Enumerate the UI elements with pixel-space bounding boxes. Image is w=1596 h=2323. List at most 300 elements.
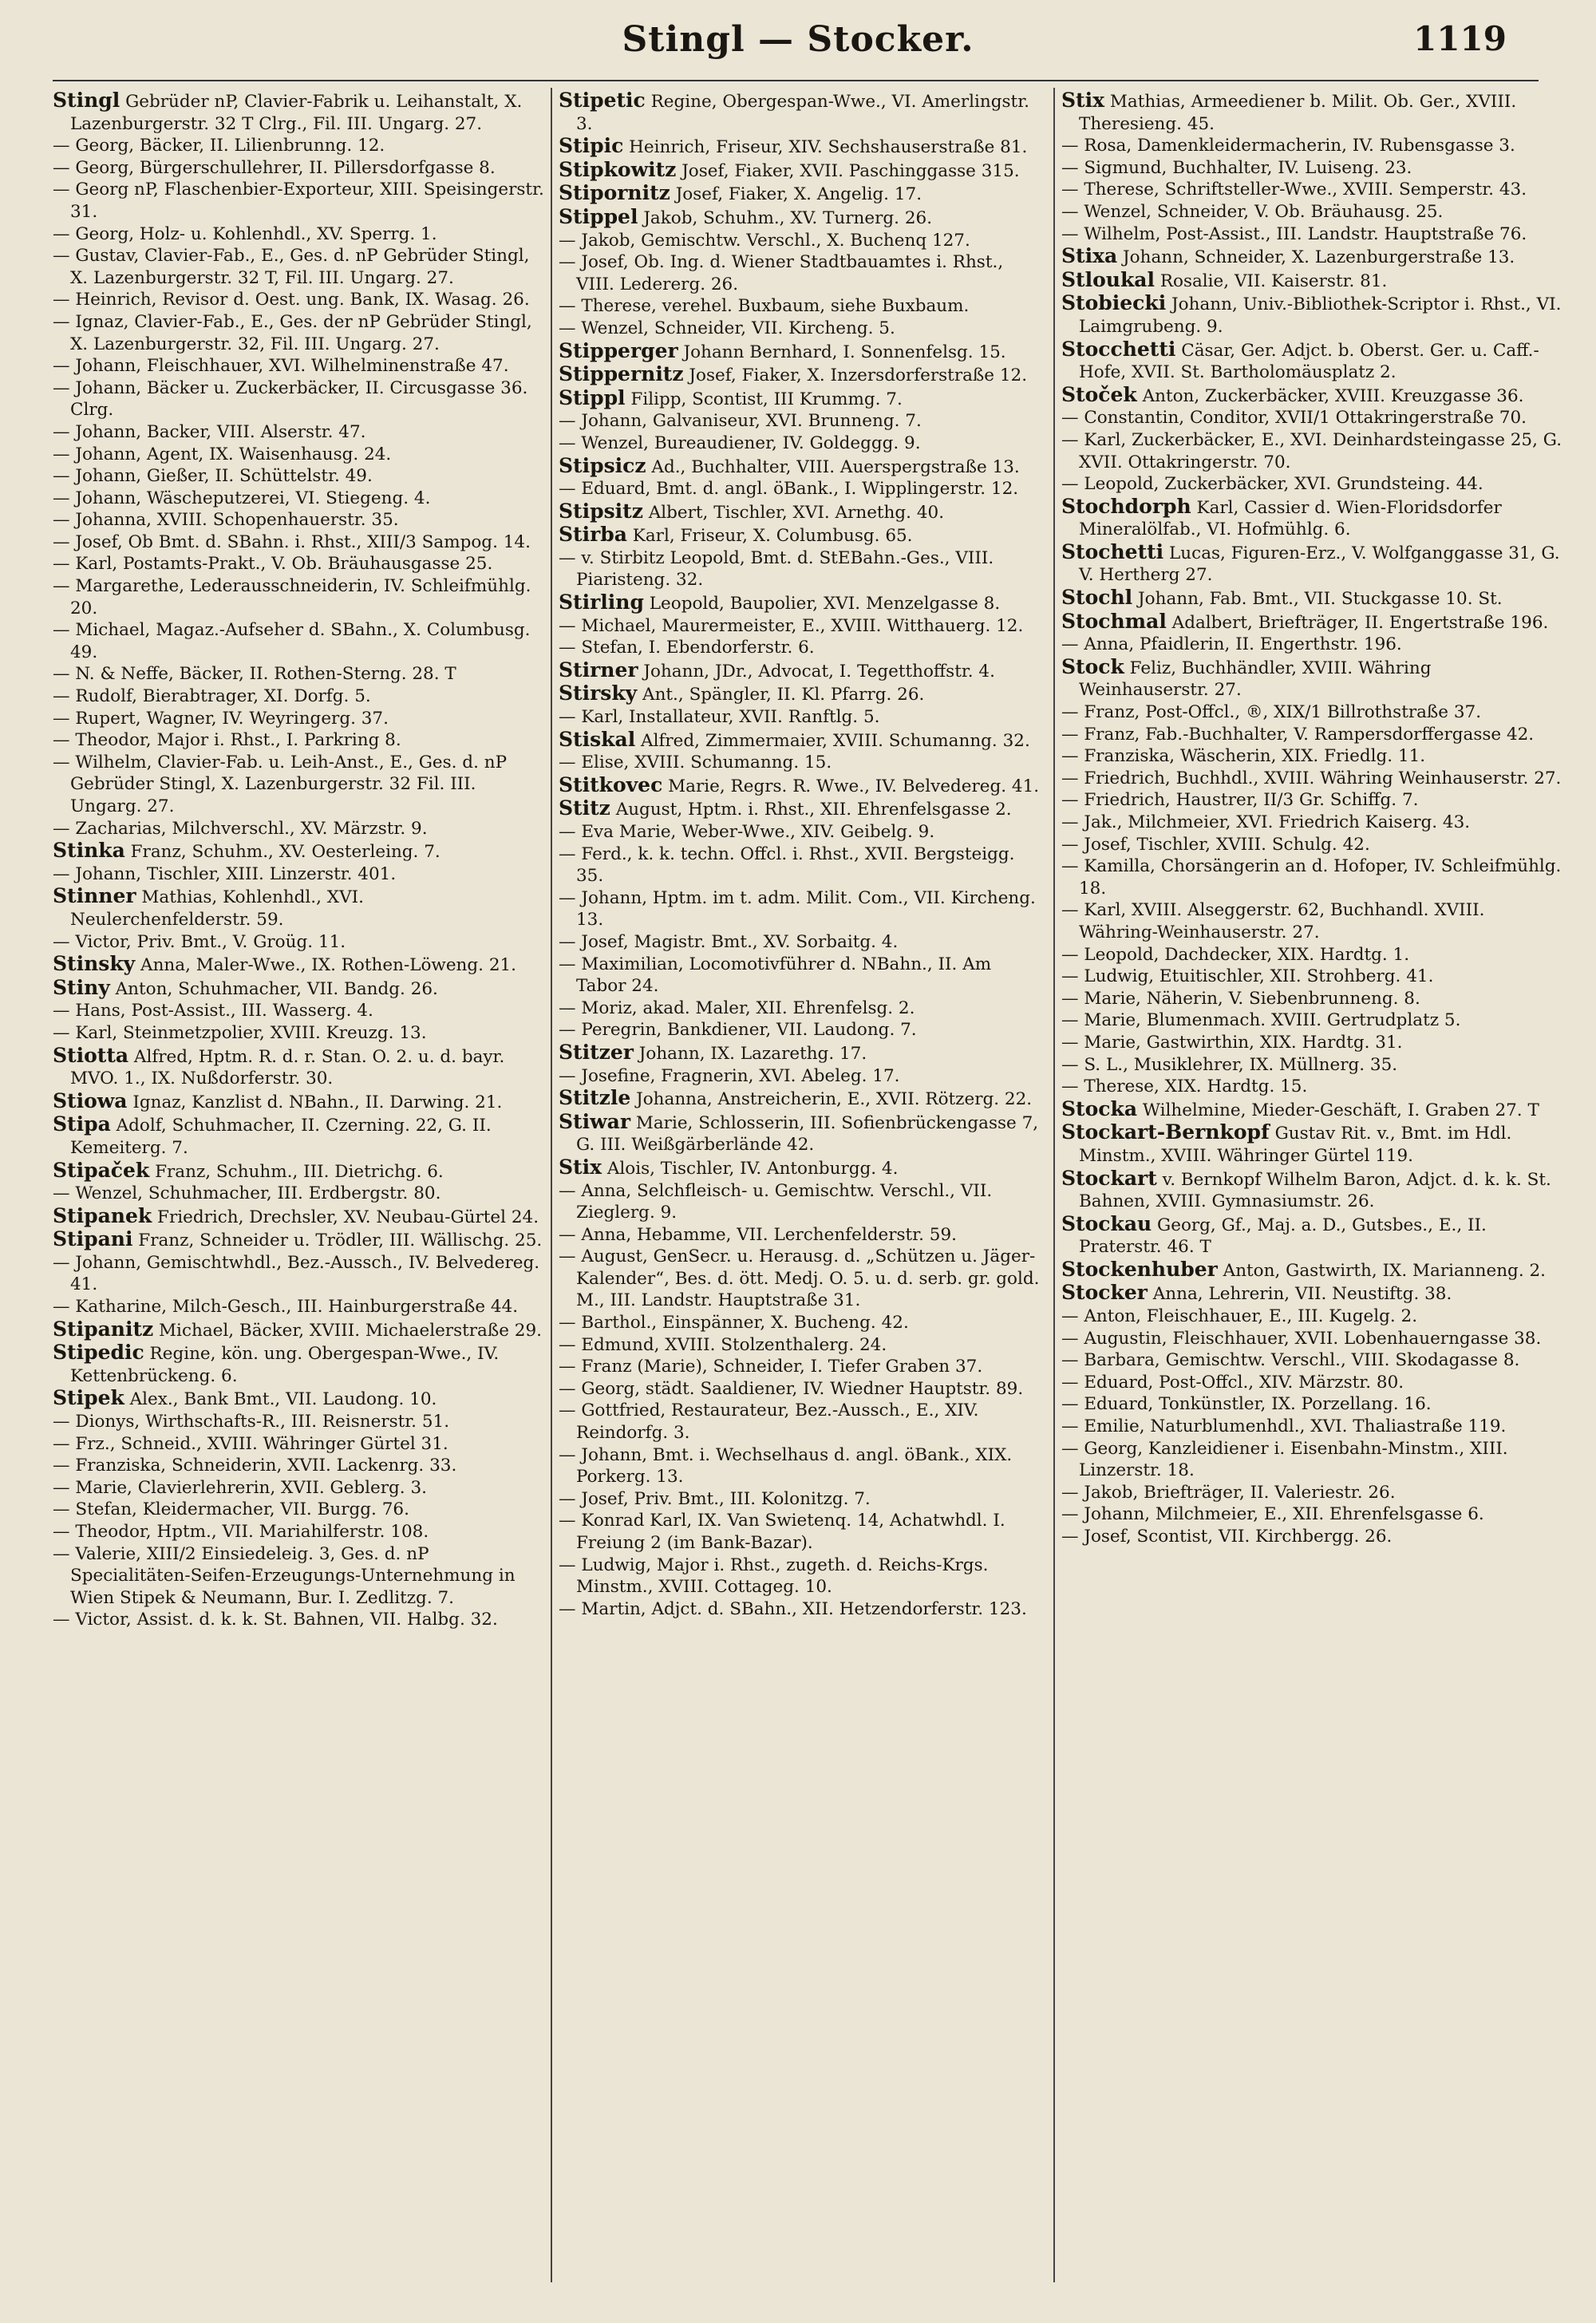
directory-entry <box>53 1183 544 1205</box>
entry-text: — Josef, Tischler, XVIII. Schulg. 42. <box>1061 834 1370 855</box>
entry-text: Lucas, Figuren-Erz., V. Wolfganggasse 31, G. V. Hertherg 27. <box>1079 543 1560 586</box>
entry-text: — Peregrin, Bankdiener, VII. Laudong. 7. <box>559 1020 917 1041</box>
directory-entry <box>53 1000 544 1022</box>
entry-text: — Hans, Post-Assist., III. Wasserg. 4. <box>53 1001 373 1021</box>
entry-text: — Franz, Post-Offcl., ®, XIX/1 Billrothstraße 37. <box>1061 702 1482 723</box>
entry-text: — Franz (Marie), Schneider, I. Tiefer Graben 37. <box>559 1357 983 1377</box>
directory-entry <box>559 1334 1045 1357</box>
entry-text: — Martin, Adjct. d. SBahn., XII. Hetzendorferstr. 123. <box>559 1598 1027 1619</box>
entry-text: Anton, Zuckerbäcker, XVIII. Kreuzgasse 36. <box>1142 385 1524 406</box>
entry-text: — Josefine, Fragnerin, XVI. Abeleg. 17. <box>559 1065 900 1086</box>
directory-entry <box>559 954 1045 998</box>
directory-entry <box>1061 496 1564 541</box>
entry-text: Karl, Friseur, X. Columbusg. 65. <box>632 526 913 547</box>
entry-surname: Stiotta <box>53 1043 129 1067</box>
entry-text: Josef, Fiaker, X. Angelig. 17. <box>675 184 922 205</box>
directory-entry <box>1061 988 1564 1010</box>
directory-entry <box>53 885 544 930</box>
entry-text: Johann, Univ.-Bibliothek-Scriptor i. Rhst., VI. Laimgrubeng. 9. <box>1079 294 1562 337</box>
entry-text: — Georg, städt. Saaldiener, IV. Wiedner Hauptstr. 89. <box>559 1378 1024 1399</box>
entry-text: — Elise, XVIII. Schumanng. 15. <box>559 753 832 773</box>
entry-surname: Stinka <box>53 839 125 863</box>
directory-entry <box>559 1356 1045 1378</box>
entry-surname: Stiowa <box>53 1088 128 1112</box>
directory-entry <box>53 1045 544 1090</box>
entry-text: Anton, Schuhmacher, VII. Bandg. 26. <box>115 978 438 999</box>
entry-text: — Therese, Schriftsteller-Wwe., XVIII. Semperstr. 43. <box>1061 180 1527 200</box>
entry-surname: Stochl <box>1061 586 1133 610</box>
directory-entry <box>53 863 544 886</box>
directory-entry <box>1061 384 1564 408</box>
column-2 <box>559 89 1045 2280</box>
directory-entry <box>1061 1482 1564 1504</box>
entry-surname: Stipsitz <box>559 499 643 523</box>
entry-surname: Stocka <box>1061 1096 1138 1120</box>
directory-entry <box>1061 245 1564 269</box>
directory-entry <box>559 523 1045 547</box>
entry-text: Marie, Schlosserin, III. Sofienbrückengasse 7, G. III. Weißgärberlände 42. <box>576 1112 1039 1156</box>
directory-entry <box>53 1387 544 1411</box>
directory-entry <box>1061 610 1564 634</box>
directory-entry <box>559 410 1045 433</box>
directory-entry <box>1061 407 1564 429</box>
entry-text: Anton, Gastwirth, IX. Marianneng. 2. <box>1223 1260 1547 1281</box>
directory-entry <box>1061 223 1564 246</box>
directory-entry <box>1061 179 1564 201</box>
entry-text: Cäsar, Ger. Adjct. b. Oberst. Ger. u. Caff.-Hofe, XVII. St. Bartholomäusplatz 2. <box>1079 340 1539 383</box>
entry-text: — Karl, Postamts-Prakt., V. Ob. Bräuhausgasse 25. <box>53 554 493 575</box>
directory-entry <box>1061 812 1564 834</box>
entry-surname: Stix <box>559 1155 602 1179</box>
entry-text: Regine, Obergespan-Wwe., VI. Amerlingstr. 3. <box>576 92 1029 134</box>
directory-entry <box>559 1180 1045 1224</box>
entry-text: — S. L., Musiklehrer, IX. Müllnerg. 35. <box>1061 1054 1398 1075</box>
directory-entry <box>53 289 544 311</box>
directory-entry <box>53 1521 544 1543</box>
entry-surname: Stloukal <box>1061 267 1155 291</box>
entry-text: — Gustav, Clavier-Fab., E., Ges. d. nP Gebrüder Stingl, X. Lazenburgerstr. 32 T, Fil. III. Ungarg. 27. <box>53 246 530 288</box>
entry-text: — Johann, Gemischtwhdl., Bez.-Aussch., IV. Belvedereg. 41. <box>53 1252 540 1295</box>
directory-entry <box>559 1400 1045 1444</box>
directory-entry <box>53 1113 544 1159</box>
entry-text: — Kamilla, Chorsängerin an d. Hofoper, IV. Schleifmühlg. 18. <box>1061 856 1562 899</box>
entry-surname: Stipedic <box>53 1341 144 1365</box>
directory-entry <box>1061 656 1564 701</box>
directory-entry <box>53 575 544 619</box>
directory-entry <box>559 500 1045 524</box>
entry-text: — Ignaz, Clavier-Fab., E., Ges. der nP Gebrüder Stingl, X. Lazenburgerstr. 32, Fil. III. Ungarg. 27. <box>53 311 532 354</box>
entry-text: — Georg, Kanzleidiener i. Eisenbahn-Minstm., XIII. Linzerstr. 18. <box>1061 1438 1508 1481</box>
directory-entry <box>1061 1282 1564 1306</box>
directory-entry <box>559 251 1045 295</box>
entry-text: — Frz., Schneid., XVIII. Währinger Gürtel 31. <box>53 1433 448 1454</box>
entry-text: — Wenzel, Schuhmacher, III. Erdbergstr. 80. <box>53 1183 441 1204</box>
entry-surname: Stipsicz <box>559 453 646 477</box>
entry-text: — Therese, verehel. Buxbaum, siehe Buxbaum. <box>559 296 970 317</box>
entry-surname: Stirling <box>559 591 644 614</box>
directory-entry <box>559 752 1045 774</box>
directory-entry <box>53 1543 544 1610</box>
entry-text: — Anna, Pfaidlerin, II. Engerthstr. 196. <box>1061 634 1402 655</box>
entry-text: — Josef, Scontist, VII. Kirchbergg. 26. <box>1061 1527 1393 1547</box>
directory-entry <box>559 887 1045 931</box>
directory-entry <box>1061 135 1564 157</box>
entry-text: — Wenzel, Schneider, VII. Kircheng. 5. <box>559 318 895 338</box>
entry-text: Ant., Spängler, II. Kl. Pfarrg. 26. <box>642 685 925 705</box>
directory-entry <box>559 1378 1045 1401</box>
entry-text: — Anna, Hebamme, VII. Lerchenfelderstr. 59. <box>559 1224 957 1245</box>
entry-text: v. Bernkopf Wilhelm Baron, Adjct. d. k. k. St. Bahnen, XVIII. Gymnasiumstr. 26. <box>1079 1169 1551 1212</box>
entry-text: — Marie, Näherin, V. Siebenbrunneng. 8. <box>1061 988 1420 1009</box>
entry-text: Anna, Maler-Wwe., IX. Rothen-Löweng. 21. <box>140 955 517 976</box>
entry-text: — Johann, Milchmeier, E., XII. Ehrenfelsgasse 6. <box>1061 1504 1484 1525</box>
entry-text: — Marie, Clavierlehrerin, XVII. Geblerg. 3. <box>53 1477 427 1498</box>
directory-entry <box>559 478 1045 500</box>
directory-entry <box>53 157 544 180</box>
directory-entry <box>1061 587 1564 610</box>
entry-text: Mathias, Kohlenhdl., XVI. Neulerchenfelderstr. 59. <box>70 887 364 930</box>
directory-entry <box>53 977 544 1001</box>
directory-entry <box>559 455 1045 479</box>
directory-entry <box>559 159 1045 183</box>
entry-text: — Victor, Priv. Bmt., V. Groüg. 11. <box>53 931 346 952</box>
directory-entry <box>1061 1328 1564 1350</box>
entry-text: — Barbara, Gemischtw. Verschl., VIII. Skodagasse 8. <box>1061 1350 1520 1371</box>
entry-text: — Georg, Bürgerschullehrer, II. Pillersdorfgasse 8. <box>53 157 496 178</box>
entry-text: Leopold, Baupolier, XVI. Menzelgasse 8. <box>649 594 1001 614</box>
directory-entry <box>53 245 544 289</box>
page-number: 1119 <box>1413 19 1507 58</box>
directory-entry <box>559 843 1045 887</box>
entry-text: — Victor, Assist. d. k. k. St. Bahnen, VII. Halbg. 32. <box>53 1610 498 1630</box>
directory-entry <box>53 179 544 223</box>
entry-text: Anna, Lehrerin, VII. Neustiftg. 38. <box>1152 1284 1452 1305</box>
directory-entry <box>559 998 1045 1020</box>
directory-entry <box>559 1224 1045 1246</box>
directory-entry <box>53 931 544 954</box>
entry-surname: Stipperger <box>559 338 678 362</box>
entry-surname: Stochdorph <box>1061 494 1191 518</box>
directory-entry <box>53 1609 544 1631</box>
directory-entry <box>559 591 1045 615</box>
entry-text: Heinrich, Friseur, XIV. Sechshauserstraße 81. <box>629 137 1028 158</box>
entry-text: — Anton, Fleischhauer, E., III. Kugelg. 2. <box>1061 1306 1418 1327</box>
column-3 <box>1061 89 1564 2280</box>
directory-entry <box>559 387 1045 411</box>
entry-surname: Stipa <box>53 1112 111 1136</box>
directory-entry <box>53 1433 544 1456</box>
directory-entry <box>559 1019 1045 1041</box>
directory-entry <box>1061 855 1564 899</box>
entry-text: — Jakob, Gemischtw. Verschl., X. Buchenq 127. <box>559 230 970 251</box>
entry-text: Ignaz, Kanzlist d. NBahn., II. Darwing. 21. <box>132 1092 503 1112</box>
directory-entry <box>53 355 544 377</box>
entry-surname: Stockenhuber <box>1061 1257 1218 1281</box>
directory-entry <box>559 682 1045 706</box>
entry-text: — Eduard, Bmt. d. angl. öBank., I. Wipplingerstr. 12. <box>559 479 1019 500</box>
directory-entry <box>53 509 544 531</box>
directory-entry <box>559 230 1045 252</box>
entry-text: — Rupert, Wagner, IV. Weyringerg. 37. <box>53 708 389 729</box>
page-title: Stingl — Stocker. <box>622 19 974 60</box>
entry-surname: Stockart-Bernkopf <box>1061 1120 1270 1144</box>
directory-entry <box>1061 1393 1564 1416</box>
entry-text: Johanna, Anstreicherin, E., XVII. Rötzerg. 22. <box>636 1089 1033 1110</box>
directory-entry <box>1061 1349 1564 1372</box>
entry-surname: Stitzle <box>559 1086 631 1110</box>
directory-entry <box>559 206 1045 230</box>
entry-text: — Franziska, Schneiderin, XVII. Lackenrg. 33. <box>53 1456 457 1476</box>
entry-surname: Stirba <box>559 523 627 547</box>
directory-entry <box>1061 429 1564 473</box>
entry-surname: Stiskal <box>559 727 636 751</box>
directory-entry <box>559 547 1045 591</box>
entry-text: Johann Bernhard, I. Sonnenfelsg. 15. <box>683 342 1006 362</box>
entry-text: — Edmund, XVIII. Stolzenthalerg. 24. <box>559 1334 887 1355</box>
entry-text: — Leopold, Zuckerbäcker, XVI. Grundsteing. 44. <box>1061 474 1483 495</box>
directory-entry <box>559 1312 1045 1334</box>
entry-text: Karl, Cassier d. Wien-Floridsdorfer Mineralölfab., VI. Hofmühlg. 6. <box>1079 497 1502 540</box>
entry-text: — Jakob, Briefträger, II. Valeriestr. 26. <box>1061 1482 1396 1503</box>
entry-surname: Stipek <box>53 1386 124 1410</box>
entry-text: — Theodor, Major i. Rhst., I. Parkring 8. <box>53 730 401 751</box>
entry-text: — Johanna, XVIII. Schopenhauerstr. 35. <box>53 510 399 531</box>
entry-surname: Stix <box>1061 89 1105 112</box>
entry-text: — Sigmund, Buchhalter, IV. Luiseng. 23. <box>1061 157 1412 178</box>
directory-entry <box>53 488 544 510</box>
directory-entry <box>53 421 544 444</box>
entry-surname: Stitkovec <box>559 772 663 796</box>
entry-surname: Stocker <box>1061 1281 1148 1305</box>
directory-entry <box>1061 157 1564 180</box>
entry-text: — Therese, XIX. Hardtg. 15. <box>1061 1077 1308 1097</box>
directory-entry <box>1061 1258 1564 1282</box>
entry-text: — Wenzel, Bureaudiener, IV. Goldeggg. 9. <box>559 433 921 453</box>
directory-entry <box>1061 1526 1564 1548</box>
directory-entry <box>53 840 544 863</box>
directory-entry <box>53 663 544 685</box>
entry-text: — Moriz, akad. Maler, XII. Ehrenfelsg. 2. <box>559 998 915 1018</box>
entry-text: — Marie, Blumenmach. XVIII. Gertrudplatz 5. <box>1061 1010 1461 1031</box>
entry-text: — Dionys, Wirthschafts-R., III. Reisnerstr. 51. <box>53 1412 450 1432</box>
directory-entry <box>559 1555 1045 1598</box>
entry-surname: Stipanek <box>53 1203 152 1227</box>
entry-text: Georg, Gf., Maj. a. D., Gutsbes., E., II. Praterstr. 46. T <box>1079 1215 1487 1258</box>
directory-entry <box>559 1598 1045 1621</box>
directory-entry <box>53 1160 544 1183</box>
directory-entry <box>1061 1372 1564 1394</box>
entry-text: Regine, kön. ung. Obergespan-Wwe., IV. Kettenbrückeng. 6. <box>70 1344 500 1386</box>
entry-text: — Karl, Zuckerbäcker, E., XVI. Deinhardsteingasse 25, G. XVII. Ottakringerstr. 70. <box>1061 429 1562 472</box>
entry-text: — Stefan, I. Ebendorferstr. 6. <box>559 638 815 658</box>
entry-surname: Stochmal <box>1061 609 1167 633</box>
directory-entry <box>53 311 544 355</box>
entry-surname: Stocchetti <box>1061 337 1176 361</box>
entry-text: — Johann, Hptm. im t. adm. Milit. Com., VII. Kircheng. 13. <box>559 887 1036 930</box>
directory-entry <box>53 1252 544 1296</box>
directory-entry <box>53 708 544 730</box>
entry-text: — Ludwig, Major i. Rhst., zugeth. d. Reichs-Krgs. Minstm., XVIII. Cottageg. 10. <box>559 1555 989 1598</box>
entry-surname: Stochetti <box>1061 539 1164 563</box>
entry-surname: Stippel <box>559 204 638 228</box>
entry-text: — Ferd., k. k. techn. Offcl. i. Rhst., XVII. Bergsteigg. 35. <box>559 843 1015 887</box>
directory-entry <box>559 1111 1045 1156</box>
entry-text: Adolf, Schuhmacher, II. Czerning. 22, G. II. Kemeiterg. 7. <box>70 1116 492 1158</box>
entry-text: Gustav Rit. v., Bmt. im Hdl. Minstm., XVIII. Währinger Gürtel 119. <box>1079 1124 1512 1166</box>
page-header <box>0 19 1596 75</box>
entry-text: Albert, Tischler, XVI. Arnethg. 40. <box>648 502 945 523</box>
entry-text: — Zacharias, Milchverschl., XV. Märzstr. 9. <box>53 818 428 839</box>
entry-text: Wilhelmine, Mieder-Geschäft, I. Graben 27. T <box>1142 1100 1539 1120</box>
directory-entry <box>1061 89 1564 135</box>
directory-entry <box>53 531 544 554</box>
entry-text: — Maximilian, Locomotivführer d. NBahn., II. Am Tabor 24. <box>559 954 992 997</box>
entry-text: — Karl, Installateur, XVII. Ranftlg. 5. <box>559 707 880 728</box>
directory-entry <box>559 1087 1045 1111</box>
entry-text: — Rudolf, Bierabtrager, XI. Dorfg. 5. <box>53 686 371 707</box>
entry-text: — Wilhelm, Post-Assist., III. Landstr. Hauptstraße 76. <box>1061 223 1527 244</box>
entry-text: — Marie, Gastwirthin, XIX. Hardtg. 31. <box>1061 1032 1403 1053</box>
directory-entry <box>1061 789 1564 812</box>
entry-text: — Anna, Selchfleisch- u. Gemischtw. Verschl., VII. Zieglerg. 9. <box>559 1180 993 1223</box>
entry-surname: Stinsky <box>53 952 136 976</box>
entry-surname: Stirsky <box>559 681 638 705</box>
entry-text: — Johann, Fleischhauer, XVI. Wilhelminenstraße 47. <box>53 356 509 377</box>
entry-text: — Georg, Holz- u. Kohlenhdl., XV. Sperrg. 1. <box>53 223 437 244</box>
directory-entry <box>53 444 544 466</box>
directory-entry <box>1061 1032 1564 1054</box>
directory-entry <box>53 1411 544 1433</box>
entry-text: Mathias, Armeediener b. Milit. Ob. Ger., XVIII. Theresieng. 45. <box>1079 92 1517 134</box>
directory-entry <box>1061 724 1564 746</box>
entry-text: — Konrad Karl, IX. Van Swietenq. 14, Achatwhdl. I. Freiung 2 (im Bank-Bazar). <box>559 1511 1005 1553</box>
directory-entry <box>53 465 544 488</box>
entry-text: Alex., Bank Bmt., VII. Laudong. 10. <box>129 1389 437 1410</box>
entry-text: Alfred, Hptm. R. d. r. Stan. O. 2. u. d. bayr. MVO. 1., IX. Nußdorferstr. 30. <box>70 1046 505 1089</box>
entry-text: Friedrich, Drechsler, XV. Neubau-Gürtel 24. <box>157 1207 539 1227</box>
entry-text: Johann, Schneider, X. Lazenburgerstraße 13. <box>1123 247 1515 268</box>
directory-entry <box>1061 634 1564 656</box>
entry-text: — Gottfried, Restaurateur, Bez.-Aussch., E., XIV. Reindorfg. 3. <box>559 1401 979 1444</box>
directory-entry <box>53 729 544 752</box>
directory-entry <box>53 89 544 135</box>
entry-text: — Valerie, XIII/2 Einsiedeleig. 3, Ges. d. nP Specialitäten-Seifen-Erzeugungs-Unternehmung in Wien Stipek & Neumann, Bur. I. Zedlitzg. 7. <box>53 1543 516 1608</box>
entry-surname: Stockau <box>1061 1211 1152 1235</box>
entry-text: — Constantin, Conditor, XVII/1 Ottakringerstraße 70. <box>1061 408 1527 429</box>
column-divider <box>551 88 552 2282</box>
directory-entry <box>53 1296 544 1318</box>
entry-surname: Stipaček <box>53 1158 150 1182</box>
entry-text: — Katharine, Milch-Gesch., III. Hainburgerstraße 44. <box>53 1297 519 1318</box>
entry-text: — v. Stirbitz Leopold, Bmt. d. StEBahn.-Ges., VIII. Piaristeng. 32. <box>559 547 994 591</box>
entry-surname: Stirner <box>559 658 638 681</box>
entry-text: — Georg nP, Flaschenbier-Exporteur, XIII. Speisingerstr. 31. <box>53 180 544 222</box>
entry-text: — Friedrich, Buchhdl., XVIII. Währing Weinhauserstr. 27. <box>1061 768 1562 788</box>
entry-surname: Stixa <box>1061 244 1118 268</box>
directory-entry <box>1061 1503 1564 1526</box>
entry-text: — August, GenSecr. u. Herausg. d. „Schützen u. Jäger-Kalender“, Bes. d. ött. Medj. O. 5. u. d. serb. gr. gold. M., III. Landstr. Hauptstraße 31. <box>559 1246 1040 1311</box>
directory-entry <box>1061 1076 1564 1098</box>
entry-text: August, Hptm. i. Rhst., XII. Ehrenfelsgasse 2. <box>615 800 1012 820</box>
directory-entry <box>1061 541 1564 587</box>
directory-entry <box>1061 1054 1564 1077</box>
directory-entry <box>1061 473 1564 496</box>
directory-entry <box>53 752 544 818</box>
entry-text: Gebrüder nP, Clavier-Fabrik u. Leihanstalt, X. Lazenburgerstr. 32 T Clrg., Fil. III. Ungarg. 27. <box>70 92 523 134</box>
directory-entry <box>559 1488 1045 1511</box>
directory-entry <box>53 818 544 840</box>
entry-text: Franz, Schneider u. Trödler, III. Wällischg. 25. <box>138 1231 543 1251</box>
directory-entry <box>559 1156 1045 1180</box>
entry-text: Michael, Bäcker, XVIII. Michaelerstraße 29. <box>159 1320 542 1341</box>
entry-text: — Johann, Galvaniseur, XVI. Brunneng. 7. <box>559 411 922 432</box>
entry-text: — Friedrich, Haustrer, II/3 Gr. Schiffg. 7. <box>1061 790 1419 811</box>
directory-entry <box>559 1510 1045 1554</box>
directory-entry <box>559 433 1045 455</box>
entry-text: — Eduard, Post-Offcl., XIV. Märzstr. 80. <box>1061 1372 1404 1393</box>
directory-entry <box>53 1499 544 1521</box>
entry-text: Alfred, Zimmermaier, XVIII. Schumanng. 32. <box>641 730 1030 751</box>
directory-entry <box>53 1205 544 1229</box>
entry-text: — Emilie, Naturblumenhdl., XVI. Thaliastraße 119. <box>1061 1416 1507 1437</box>
directory-entry <box>559 318 1045 340</box>
entry-text: — Johann, Tischler, XIII. Linzerstr. 401. <box>53 863 397 884</box>
entry-text: Johann, IX. Lazarethg. 17. <box>638 1043 867 1064</box>
column-divider <box>1053 88 1055 2282</box>
directory-entry <box>559 135 1045 159</box>
entry-text: — Jak., Milchmeier, XVI. Friedrich Kaiserg. 43. <box>1061 812 1471 832</box>
entry-surname: Stitzer <box>559 1040 634 1064</box>
entry-text: Adalbert, Briefträger, II. Engertstraße 196. <box>1171 612 1549 633</box>
directory-entry <box>1061 834 1564 856</box>
entry-surname: Stipetic <box>559 89 646 112</box>
directory-entry <box>53 1228 544 1252</box>
entry-text: — Stefan, Kleidermacher, VII. Burgg. 76. <box>53 1499 409 1520</box>
directory-entry <box>1061 201 1564 223</box>
entry-surname: Stitz <box>559 796 610 820</box>
directory-entry <box>559 363 1045 387</box>
directory-entry <box>1061 768 1564 790</box>
entry-text: — Josef, Priv. Bmt., III. Kolonitzg. 7. <box>559 1488 871 1509</box>
header-rule <box>53 80 1539 81</box>
entry-text: — Leopold, Dachdecker, XIX. Hardtg. 1. <box>1061 944 1410 965</box>
directory-entry <box>559 295 1045 318</box>
directory-entry <box>559 821 1045 843</box>
directory-entry <box>1061 1438 1564 1482</box>
directory-entry <box>1061 1121 1564 1167</box>
directory-entry <box>53 1341 544 1387</box>
entry-text: Johann, JDr., Advocat, I. Tegetthoffstr. 4. <box>643 661 995 681</box>
directory-entry <box>559 706 1045 729</box>
entry-text: — Johann, Gießer, II. Schüttelstr. 49. <box>53 466 373 487</box>
entry-text: Feliz, Buchhändler, XVIII. Währing Weinhauserstr. 27. <box>1079 658 1432 701</box>
entry-text: — Eduard, Tonkünstler, IX. Porzellang. 16. <box>1061 1394 1432 1415</box>
directory-entry <box>1061 899 1564 943</box>
directory-entry <box>559 340 1045 364</box>
entry-surname: Stiwar <box>559 1109 630 1133</box>
directory-entry <box>53 1022 544 1045</box>
entry-text: — Wenzel, Schneider, V. Ob. Bräuhausg. 25. <box>1061 201 1444 222</box>
directory-entry <box>53 135 544 157</box>
directory-entry <box>1061 1416 1564 1438</box>
directory-entry <box>1061 1098 1564 1122</box>
entry-surname: Stipornitz <box>559 181 670 205</box>
entry-text: — N. & Neffe, Bäcker, II. Rothen-Sterng. 28. T <box>53 664 456 685</box>
entry-text: — Johann, Wäscheputzerei, VI. Stiegeng. 4. <box>53 488 431 508</box>
directory-entry <box>1061 1306 1564 1328</box>
directory-entry <box>559 637 1045 659</box>
directory-entry <box>559 1444 1045 1488</box>
